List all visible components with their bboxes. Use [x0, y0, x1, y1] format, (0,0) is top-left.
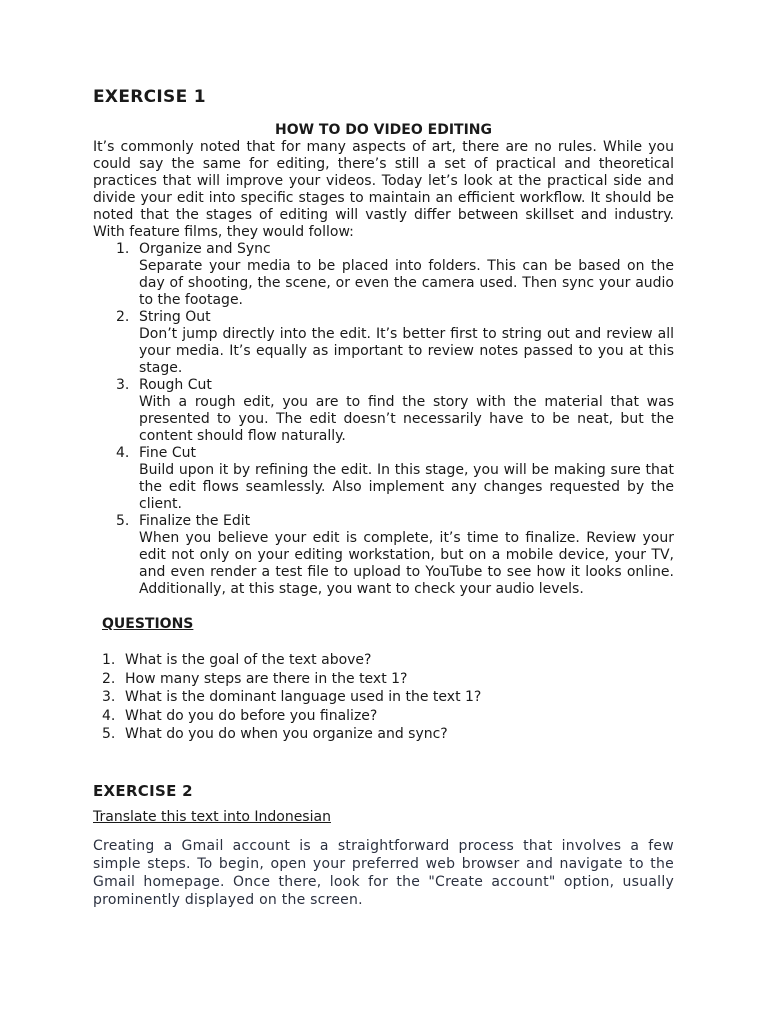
question-number: 1.: [102, 652, 116, 668]
exercise-1-subtitle: HOW TO DO VIDEO EDITING: [274, 122, 493, 138]
step-description: With a rough edit, you are to find the story with the material that was presented to you. The edit doesn’t necessarily have to be neat, but the content should flow naturally.: [139, 394, 674, 444]
step-title: Rough Cut: [139, 377, 212, 393]
step-item: [93, 309, 674, 377]
questions-list: [93, 651, 674, 744]
step-description: Don’t jump directly into the edit. It’s better first to string out and review all your media. It’s equally as important to review notes passed to you at this stage.: [139, 326, 674, 376]
step-title: Fine Cut: [139, 445, 196, 461]
translation-source-text: Creating a Gmail account is a straightforward process that involves a few simple steps. To begin, open your preferred web browser and navigate to the Gmail homepage. Once there, look for the "Create account" option, usually prominently displayed on the screen.: [93, 837, 674, 908]
question-item: [93, 651, 674, 670]
step-title: Finalize the Edit: [139, 513, 251, 529]
question-item: [93, 670, 674, 689]
exercise-1-heading: EXERCISE 1: [93, 87, 206, 107]
step-number: 1.: [116, 241, 130, 257]
translation-instruction: Translate this text into Indonesian: [93, 808, 331, 825]
question-number: 3.: [102, 689, 116, 705]
step-number: 3.: [116, 377, 130, 393]
step-number: 2.: [116, 309, 130, 325]
step-title: String Out: [139, 309, 211, 325]
question-item: [93, 725, 674, 744]
document-page: [93, 86, 674, 909]
exercise-2-heading: EXERCISE 2: [93, 781, 193, 800]
step-description: Separate your media to be placed into folders. This can be based on the day of shooting, the scene, or even the camera used. Then sync your audio to the footage.: [139, 258, 674, 308]
step-item: [93, 377, 674, 445]
questions-heading: QUESTIONS: [102, 616, 194, 632]
step-item: [93, 513, 674, 598]
step-item: [93, 241, 674, 309]
question-number: 2.: [102, 670, 116, 687]
question-number: 5.: [102, 726, 116, 742]
question-text: How many steps are there in the text 1?: [125, 670, 408, 687]
question-text: What is the goal of the text above?: [125, 652, 372, 668]
step-item: [93, 445, 674, 513]
question-text: What is the dominant language used in the text 1?: [125, 689, 482, 705]
exercise-1-intro: It’s commonly noted that for many aspects of art, there are no rules. While you could say the same for editing, there’s still a set of practical and theoretical practices that will improve your videos. Today let’s look at the practical side and divide your edit into specific stages to maintain an efficient workflow. It should be noted that the stages of editing will vastly differ between skillset and industry. With feature films, they would follow:: [93, 139, 674, 240]
step-title: Organize and Sync: [139, 241, 271, 257]
step-description: When you believe your edit is complete, it’s time to finalize. Review your edit not only on your editing workstation, but on a mobile device, your TV, and even render a test file to upload to YouTube to see how it looks online. Additionally, at this stage, you want to check your audio levels.: [139, 530, 674, 597]
question-item: [93, 707, 674, 726]
step-number: 5.: [116, 513, 130, 529]
step-description: Build upon it by refining the edit. In this stage, you will be making sure that the edit flows seamlessly. Also implement any changes requested by the client.: [139, 462, 674, 512]
step-number: 4.: [116, 445, 130, 461]
question-text: What do you do when you organize and sync?: [125, 726, 448, 742]
question-text: What do you do before you finalize?: [125, 707, 378, 724]
question-number: 4.: [102, 707, 116, 724]
question-item: [93, 688, 674, 707]
editing-steps-list: [93, 241, 674, 598]
